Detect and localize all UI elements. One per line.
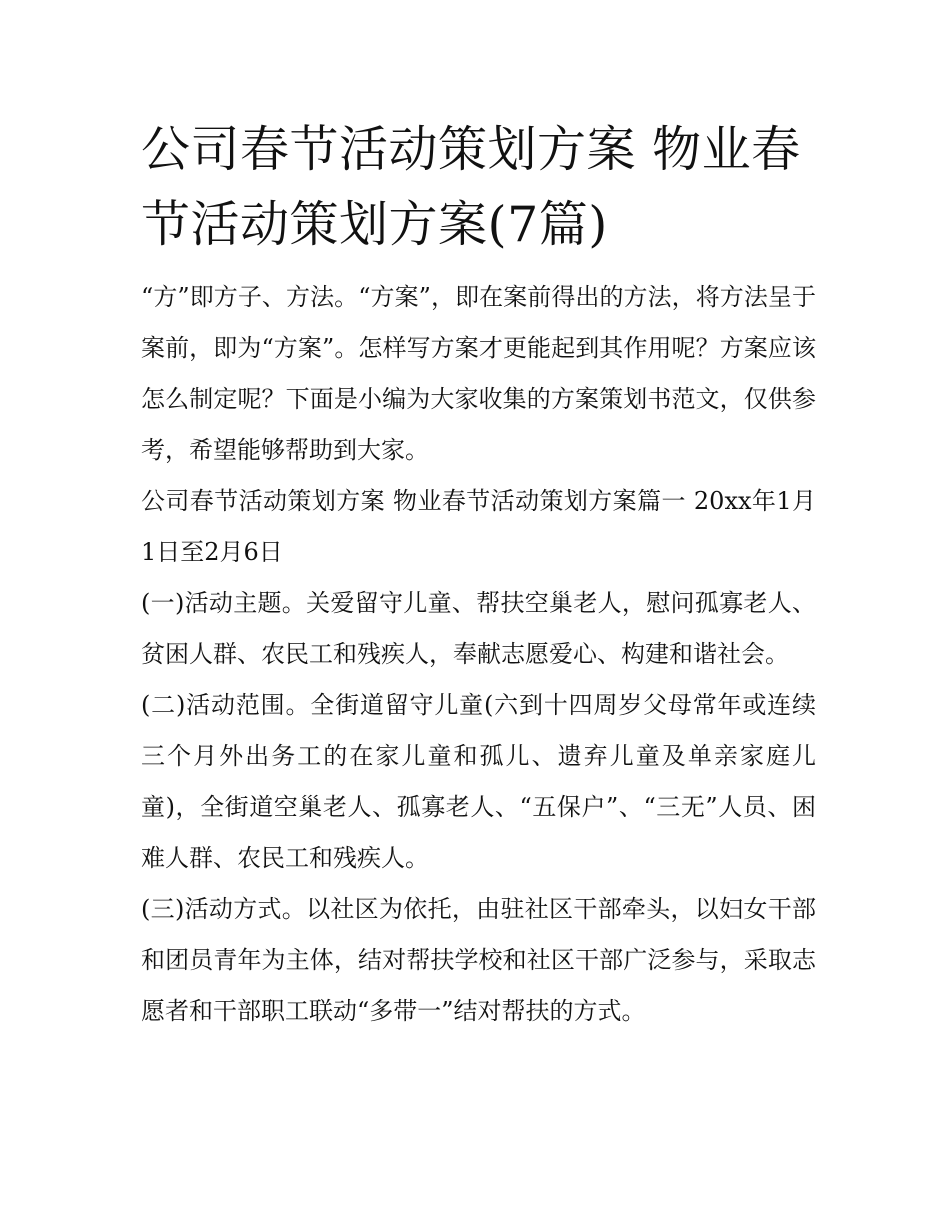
section-heading-paragraph: 公司春节活动策划方案 物业春节活动策划方案篇一 20xx年1月1日至2月6日: [141, 487, 816, 566]
intro-paragraph: “方”即方子、方法。“方案”，即在案前得出的方法，将方法呈于案前，即为“方案”。怎样写方案才更能起到其作用呢？方案应该怎么制定呢？下面是小编为大家收集的方案策划书范文，仅供参考，希望能够帮助到大家。: [141, 283, 816, 464]
document-page: [141, 112, 816, 1037]
activity-theme-paragraph: (一)活动主题。关爱留守儿童、帮扶空巢老人，慰问孤寡老人、贫困人群、农民工和残疾人，奉献志愿爱心、构建和谐社会。: [141, 589, 816, 668]
document-title: 公司春节活动策划方案 物业春节活动策划方案(7篇): [141, 121, 801, 253]
activity-scope-paragraph: (二)活动范围。全街道留守儿童(六到十四周岁父母常年或连续三个月外出务工的在家儿童和孤儿、遗弃儿童及单亲家庭儿童)，全街道空巢老人、孤寡老人、“五保户”、“三无”人员、困难人群、农民工和残疾人。: [141, 691, 816, 872]
activity-method-paragraph: (三)活动方式。以社区为依托，由驻社区干部牵头，以妇女干部和团员青年为主体，结对帮扶学校和社区干部广泛参与，采取志愿者和干部职工联动“多带一”结对帮扶的方式。: [141, 895, 816, 1025]
